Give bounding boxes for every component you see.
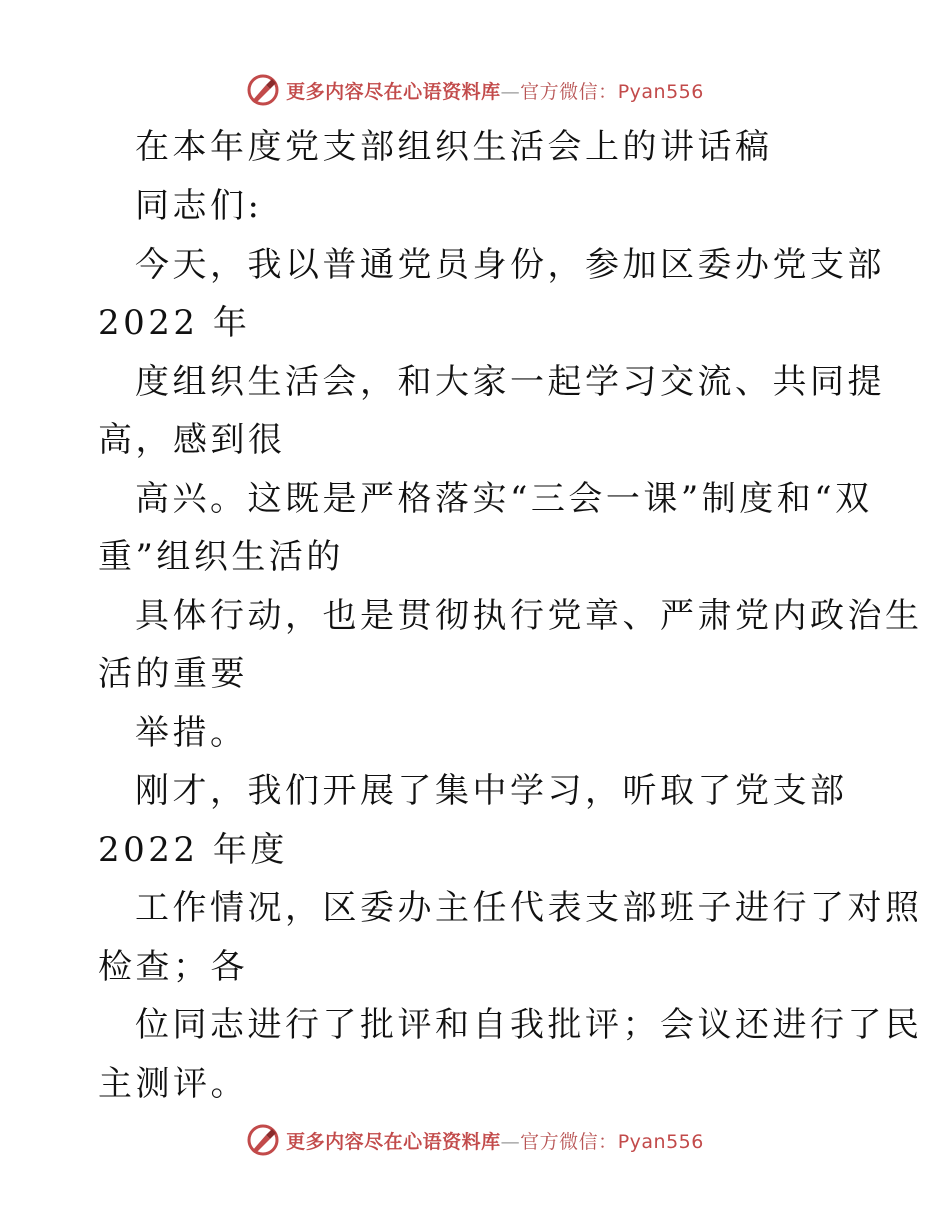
paragraph-line: 度组织生活会，和大家一起学习交流、共同提	[135, 362, 885, 402]
watermark-text: 更多内容尽在心语资料库—官方微信：Pyan556	[286, 1130, 704, 1153]
paragraph-line: 重”组织生活的	[98, 537, 344, 577]
paragraph-line: 2022 年	[98, 303, 251, 343]
paragraph-line: 具体行动，也是贯彻执行党章、严肃党内政治生	[135, 596, 923, 636]
paragraph-line: 活的重要	[98, 654, 248, 694]
pen-logo-icon	[246, 73, 280, 107]
header-watermark	[0, 70, 950, 110]
footer-watermark	[0, 1120, 950, 1160]
paragraph-line: 检查；各	[98, 947, 248, 987]
pen-logo-icon	[246, 1123, 280, 1157]
paragraph-line: 高兴。这既是严格落实“三会一课”制度和“双	[135, 479, 873, 519]
paragraph-line: 刚才，我们开展了集中学习，听取了党支部	[135, 771, 848, 811]
document-title: 在本年度党支部组织生活会上的讲话稿	[135, 127, 773, 167]
salutation: 同志们:	[135, 186, 263, 226]
paragraph-line: 举措。	[135, 713, 248, 753]
paragraph-line: 高，感到很	[98, 420, 286, 460]
paragraph-line: 今天，我以普通党员身份，参加区委办党支部	[135, 245, 885, 285]
paragraph-line: 位同志进行了批评和自我批评；会议还进行了民	[135, 1005, 923, 1045]
paragraph-line: 2022 年度	[98, 830, 288, 870]
paragraph-line: 工作情况，区委办主任代表支部班子进行了对照	[135, 888, 923, 928]
watermark-text: 更多内容尽在心语资料库—官方微信：Pyan556	[286, 80, 704, 103]
paragraph-line: 主测评。	[98, 1064, 248, 1104]
